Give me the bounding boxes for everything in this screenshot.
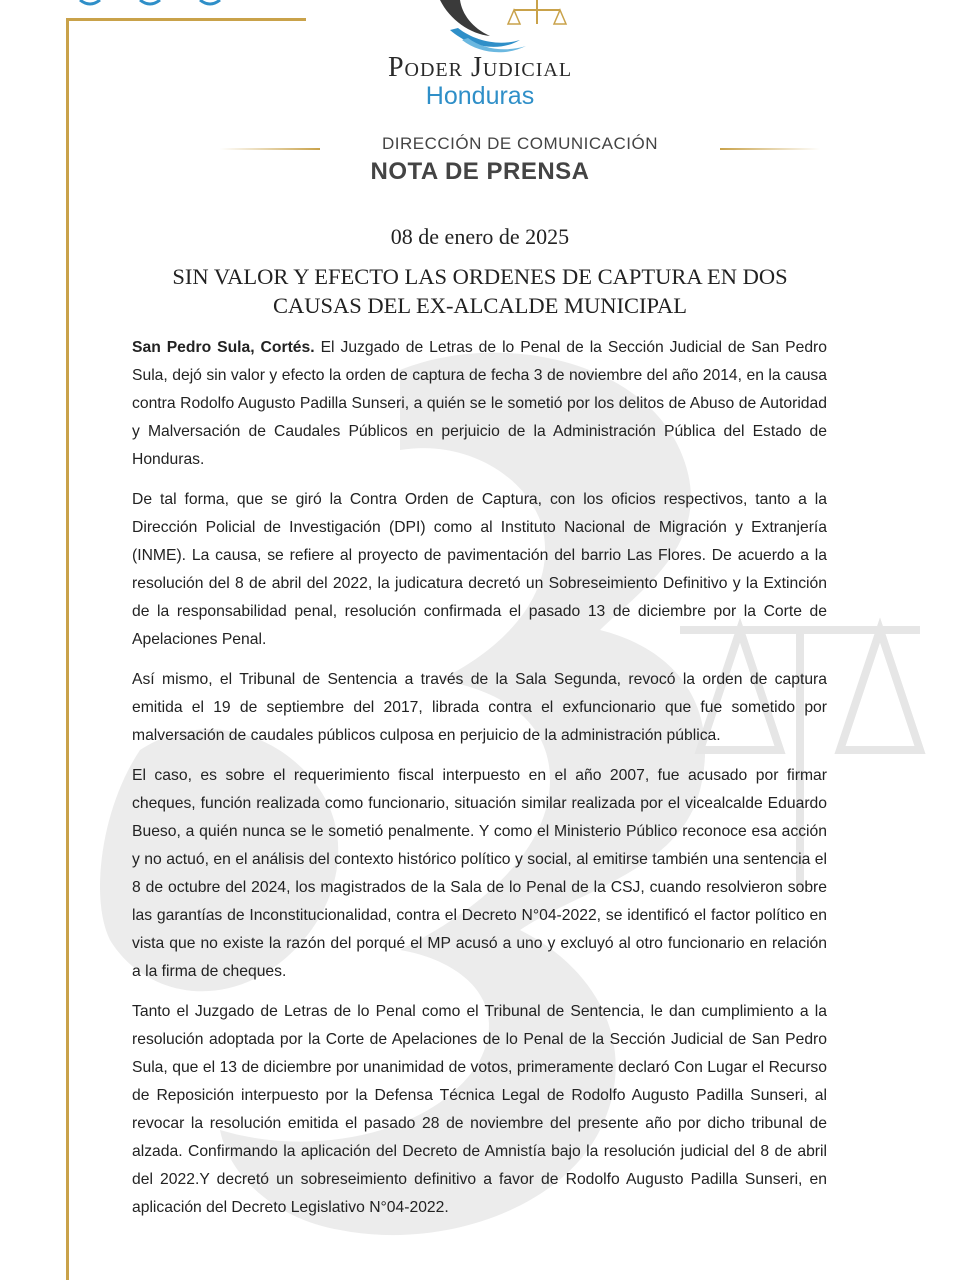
org-name: Poder Judicial (387, 52, 573, 83)
paragraph-2: De tal forma, que se giró la Contra Orden de Captura, con los oficios respectivos, tanto a la Dirección Policial de Investigación (DPI) como al Instituto Nacional de Migración y Extranjería (INME). La causa, se refiere al proyecto de pavimentación del barrio Las Flores. De acuerdo a la resolución del 8 de abril del 2022, la judicatura decretó un Sobreseimiento Definitivo y la Extinción de la responsabilidad penal, resolución confirmada el pasado 13 de diciembre por la Corte de Apelaciones Penal. (132, 491, 827, 648)
document-type: NOTA DE PRENSA (370, 158, 590, 185)
paragraph-3: Así mismo, el Tribunal de Sentencia a través de la Sala Segunda, revocó la orden de captura emitida el 19 de septiembre del 2017, librada contra el exfuncionario que fue sometido por malversación de caudales públicos culposa en perjuicio de la administración pública. (132, 671, 827, 744)
paragraph-4: El caso, es sobre el requerimiento fiscal interpuesto en el año 2007, fue acusado por firmar cheques, función realizada como funcionario, situación similar realizada por el vicealcalde Eduardo Bueso, a quién nunca se le sometió penalmente. Y como el Ministerio Público reconoce esa acción y no actuó, en el análisis del contexto histórico político y social, al emitirse también una sentencia el 8 de octubre del 2024, los magistrados de la Sala de lo Penal de la CSJ, cuando resolvieron sobre las garantías de Inconstitucionalidad, contra el Decreto N°04-2022, se identificó el factor político en vista que no existe la razón del porqué el MP acusó a uno y excluyó al otro funcionario en relación a la firma de cheques. (132, 767, 827, 980)
frame-border-top (66, 18, 306, 21)
frame-border-left (66, 18, 69, 1280)
paragraph-5: Tanto el Juzgado de Letras de lo Penal como el Tribunal de Sentencia, le dan cumplimiento a la resolución adoptada por la Corte de Apelaciones de lo Penal de la Sección Judicial de San Pedro Sula, que el 13 de diciembre por unanimidad de votos, primeramente declaró Con Lugar el Recurso de Reposición interpuesto por la Defensa Técnica Legal de Rodolfo Augusto Padilla Sunseri, al revocar la resolución emitida el pasado 28 de noviembre del presente año por dicho tribunal de alzada. Confirmando la aplicación del Decreto de Amnistía bajo la resolución judicial del 8 de abril del 2022.Y decretó un sobreseimiento definitivo a favor de Rodolfo Augusto Padilla Sunseri, en aplicación del Decreto Legislativo N°04-2022. (132, 1003, 827, 1216)
paragraph-1 (132, 334, 827, 474)
headline-line-1: SIN VALOR Y EFECTO LAS ORDENES DE CAPTURA EN DOS (172, 264, 788, 289)
paragraph-1-text: El Juzgado de Letras de lo Penal de la Sección Judicial de San Pedro Sula, dejó sin valor y efecto la orden de captura de fecha 3 de noviembre del año 2014, en la causa contra Rodolfo Augusto Padilla Sunseri, a quién se le sometió por los delitos de Abuso de Autoridad y Malversación de Caudales Públicos en perjuicio de la Administración Pública del Estado de Honduras. (132, 339, 828, 468)
dateline: San Pedro Sula, Cortés. (132, 339, 315, 356)
headline (130, 262, 830, 320)
headline-line-2: CAUSAS DEL EX-ALCALDE MUNICIPAL (273, 293, 687, 318)
article-body (132, 334, 827, 1234)
top-decoration (60, 0, 240, 8)
press-date: 08 de enero de 2025 (390, 224, 570, 249)
department-row (220, 134, 820, 158)
divider-right (720, 148, 820, 150)
department-title: DIRECCIÓN DE COMUNICACIÓN (381, 134, 658, 153)
org-country: Honduras (425, 82, 535, 110)
judicial-emblem (410, 0, 570, 56)
